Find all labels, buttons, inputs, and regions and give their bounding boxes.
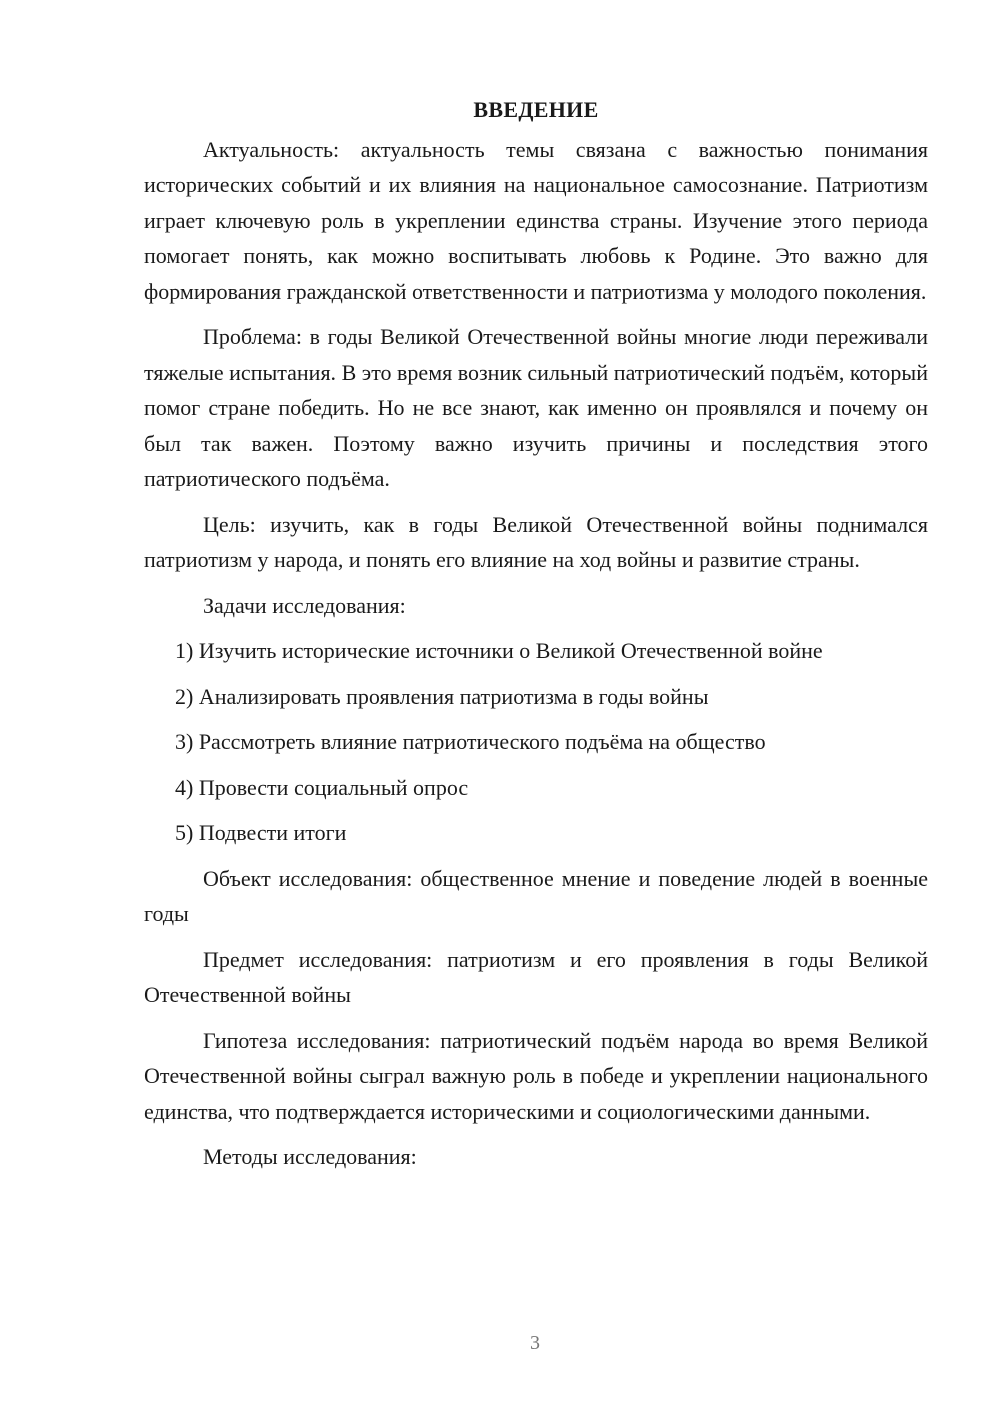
paragraph-object: Объект исследования: общественное мнение и поведение людей в военные годы [144,865,928,926]
list-item: 1) Изучить исторические источники о Великой Отечественной войне [175,638,823,663]
section-title: ВВЕДЕНИЕ [473,97,599,122]
list-item: 3) Рассмотреть влияние патриотического подъёма на общество [175,729,766,754]
paragraph-goal: Цель: изучить, как в годы Великой Отечественной войны поднимался патриотизм у народа, и понять его влияние на ход войны и развитие страны. [144,511,928,572]
paragraph-problem: Проблема: в годы Великой Отечественной войны многие люди переживали тяжелые испытания. В это время возник сильный патриотический подъём, который помог стране победить. Но не все знают, как именно он проявлялся и почему он был так важен. Поэтому важно изучить причины и последствия этого патриотического подъёма. [144,324,928,491]
document-page [144,92,928,1185]
page-number: 3 [530,1332,540,1354]
paragraph-hypothesis: Гипотеза исследования: патриотический подъём народа во время Великой Отечественной войны сыграл важную роль в победе и укреплении национального единства, что подтверждается историческими и социологическими данными. [144,1027,928,1124]
list-item: 2) Анализировать проявления патриотизма в годы войны [175,683,709,709]
list-item: 5) Подвести итоги [175,820,347,845]
paragraph-tasks-heading: Задачи исследования: [203,592,406,618]
paragraph-relevance: Актуальность: актуальность темы связана с важностью понимания исторических событий и их влияния на национальное самосознание. Патриотизм играет ключевую роль в укреплении единства страны. Изучение этого периода помогает понять, как можно воспитывать любовь к Родине. Это важно для формирования гражданской ответственности и патриотизма у молодого поколения. [144,136,928,304]
list-item: 4) Провести социальный опрос [175,774,469,800]
paragraph-subject: Предмет исследования: патриотизм и его проявления в годы Великой Отечественной войны [144,946,928,1007]
paragraph-methods-heading: Методы исследования: [203,1144,417,1169]
tasks-list [144,633,928,851]
